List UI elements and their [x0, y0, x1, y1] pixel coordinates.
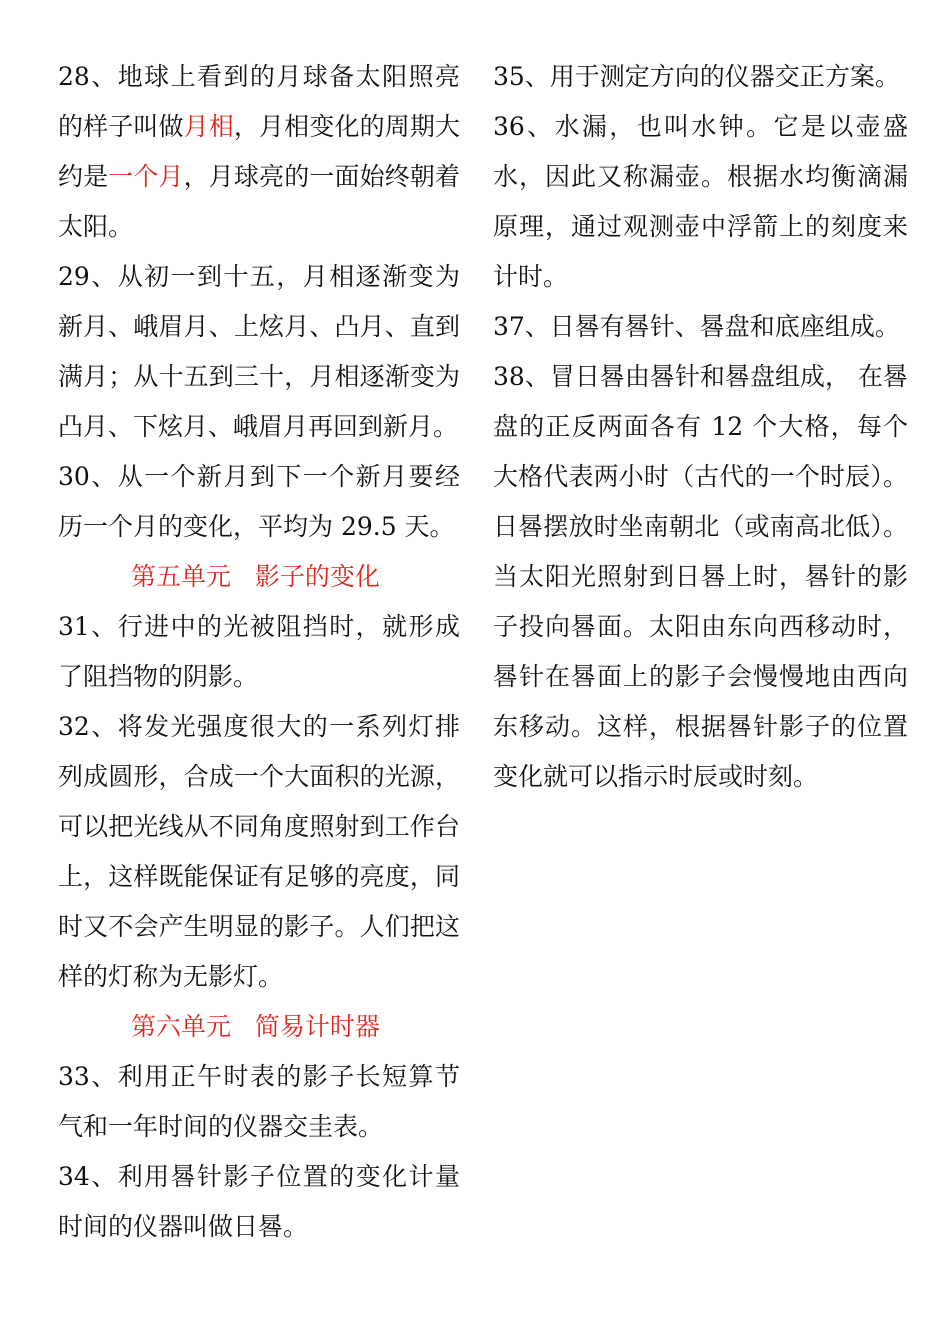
item-28-text-a: 28、地球上看到的月球备太阳照亮的样子叫做	[58, 62, 460, 141]
item-28-text-c: ，月球亮的一面始终朝着太阳。	[58, 162, 460, 241]
item-28	[58, 52, 460, 252]
right-column	[493, 52, 908, 802]
unit-5-heading: 第五单元 影子的变化	[131, 562, 380, 591]
term-moon-phase: 月相	[183, 112, 234, 141]
term-one-month: 一个月	[108, 162, 184, 191]
item-35: 35、用于测定方向的仪器交正方案。	[493, 62, 900, 91]
item-31: 31、行进中的光被阻挡时，就形成了阻挡物的阴影。	[58, 612, 460, 691]
item-36: 36、水漏，也叫水钟。它是以壶盛水，因此又称漏壶。根据水均衡滴漏原理，通过观测壶中浮箭上的刻度来计时。	[493, 112, 908, 291]
item-33: 33、利用正午时表的影子长短算节气和一年时间的仪器交圭表。	[58, 1062, 460, 1141]
item-34: 34、利用晷针影子位置的变化计量时间的仪器叫做日晷。	[58, 1162, 460, 1241]
item-37: 37、日晷有晷针、晷盘和底座组成。	[493, 312, 900, 341]
item-28-text-b: ，月相变化的周期大约是	[58, 112, 460, 191]
item-29: 29、从初一到十五，月相逐渐变为新月、峨眉月、上炫月、凸月、直到满月；从十五到三十，月相逐渐变为凸月、下炫月、峨眉月再回到新月。	[58, 262, 460, 441]
unit-6-heading: 第六单元 简易计时器	[131, 1012, 380, 1041]
item-30: 30、从一个新月到下一个新月要经历一个月的变化，平均为 29.5 天。	[58, 462, 460, 541]
item-32: 32、将发光强度很大的一系列灯排列成圆形，合成一个大面积的光源，可以把光线从不同角度照射到工作台上，这样既能保证有足够的亮度，同时又不会产生明显的影子。人们把这样的灯称为无影灯。	[58, 712, 460, 991]
item-38: 38、冒日晷由晷针和晷盘组成， 在晷盘的正反两面各有 12 个大格，每个大格代表两小时（古代的一个时辰）。日晷摆放时坐南朝北（或南高北低）。当太阳光照射到日晷上时，晷针的影子投向晷面。太阳由东向西移动时，晷针在晷面上的影子会慢慢地由西向东移动。这样，根据晷针影子的位置变化就可以指示时辰或时刻。	[493, 362, 908, 791]
left-column	[58, 52, 460, 1252]
